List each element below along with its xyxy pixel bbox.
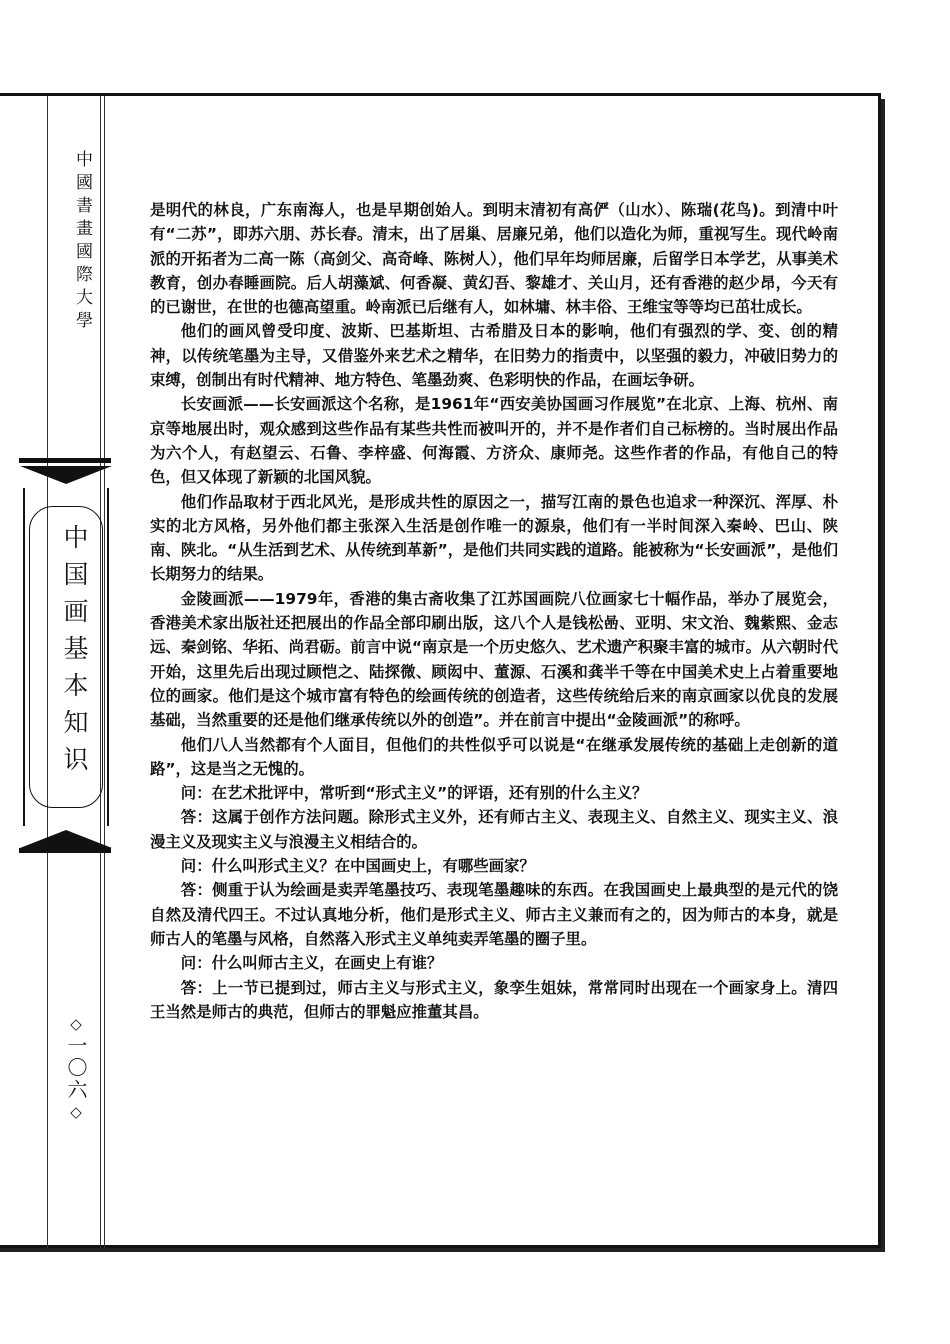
ornament-chevron-top	[20, 466, 112, 484]
answer: 答：上一节已提到过，师古主义与形式主义，象孪生姐妹，常常同时出现在一个画家身上。清四王当然是师古的典范，但师古的罪魁应推董其昌。	[150, 978, 838, 1021]
book-title-ornament	[32, 446, 89, 864]
ornament-bar-top	[19, 458, 111, 463]
diamond-icon: ◇	[70, 1015, 82, 1033]
question: 问：什么叫形式主义？在中国画史上，有哪些画家？	[180, 857, 535, 876]
series-title: 中國書畫國際大學	[57, 150, 95, 334]
body-text	[150, 198, 838, 1024]
frame-shadow-right	[881, 99, 885, 1251]
page-number-block	[60, 1013, 92, 1123]
paragraph: 金陵画派——1979年，香港的集古斋收集了江苏国画院八位画家七十幅作品，举办了展览会，香港美术家出版社还把展出的作品全部印刷出版，这八个人是钱松喦、亚明、宋文治、魏紫熙、金志远、秦剑铭、华拓、尚君砺。前言中说“南京是一个历史悠久、艺术遗产积聚丰富的城市。从六朝时代开始，这里先后出现过顾恺之、陆探微、顾闳中、董源、石溪和龚半千等在中国美术史上占着重要地位的画家。他们是这个城市富有特色的绘画传统的创造者，这些传统给后来的南京画家以优良的发展基础，当然重要的还是他们继承传统以外的创造”。并在前言中提出“金陵画派”的称呼。	[150, 589, 838, 730]
paragraph: 是明代的林良，广东南海人，也是早期创始人。到明末清初有高俨（山水）、陈瑞(花鸟)。到清中叶有“二苏”，即苏六朋、苏长春。清末，出了居巢、居廉兄弟，他们以造化为师，重视写生。现代岭南派的开拓者为二高一陈（高剑父、高奇峰、陈树人），他们早年均师居廉，后留学日本学艺，从事美术教育，创办春睡画院。后人胡藻斌、何香凝、黄幻吾、黎雄才、关山月，还有香港的赵少昂，今天有的已谢世，在世的也德高望重。岭南派已后继有人，如林墉、林丰俗、王维宝等等均已茁壮成长。	[150, 201, 838, 317]
ornament-chevron-bottom	[20, 830, 112, 848]
answer: 答：这属于创作方法问题。除形式主义外，还有师古主义、表现主义、自然主义、现实主义、浪漫主义及现实主义与浪漫主义相结合的。	[150, 808, 838, 851]
paragraph: 他们作品取材于西北风光，是形成共性的原因之一，描写江南的景色也追求一种深沉、浑厚、朴实的北方风格，另外他们都主张深入生活是创作唯一的源泉，他们有一半时间深入秦岭、巴山、陕南、陕北。“从生活到艺术、从传统到革新”，是他们共同实践的道路。能被称为“长安画派”，是他们长期努力的结果。	[150, 492, 838, 584]
paragraph: 他们的画风曾受印度、波斯、巴基斯坦、古希腊及日本的影响，他们有强烈的学、变、创的精神，以传统笔墨为主导，又借鉴外来艺术之精华，在旧势力的指责中，以坚强的毅力，冲破旧势力的束缚，创制出有时代精神、地方特色、笔墨劲爽、色彩明快的作品，在画坛争研。	[150, 322, 838, 390]
ornament-bar-bottom	[19, 848, 111, 853]
answer: 答：侧重于认为绘画是卖弄笔墨技巧、表现笔墨趣味的东西。在我国画史上最典型的是元代的饶自然及清代四王。不过认真地分析，他们是形式主义、师古主义兼而有之的，因为师古的本身，就是师古人的笔墨与风格，自然落入形式主义单纯卖弄笔墨的圈子里。	[150, 881, 838, 948]
question: 问：什么叫师古主义，在画史上有谁？	[180, 954, 443, 973]
book-title: 中国画基本知识	[60, 524, 89, 783]
paragraph: 长安画派——长安画派这个名称，是1961年“西安美协国画习作展览”在北京、上海、杭州、南京等地展出时，观众感到这些作品有某些共性而被叫开的，并不是作者们自己标榜的。当时展出作品为六个人，有赵望云、石鲁、李梓盛、何海霞、方济众、康师尧。这些作者的作品，有他自己的特色，但又体现了新颖的北国风貌。	[150, 395, 838, 487]
question: 问：在艺术批评中，常听到“形式主义”的评语，还有别的什么主义？	[180, 784, 648, 803]
paragraph: 他们八人当然都有个人面目，但他们的共性似乎可以说是“在继承发展传统的基础上走创新的道路”，这是当之无愧的。	[150, 735, 838, 778]
diamond-icon: ◇	[70, 1103, 82, 1121]
page-number: 一〇六	[64, 1035, 88, 1101]
frame-shadow-bottom	[0, 1248, 885, 1252]
